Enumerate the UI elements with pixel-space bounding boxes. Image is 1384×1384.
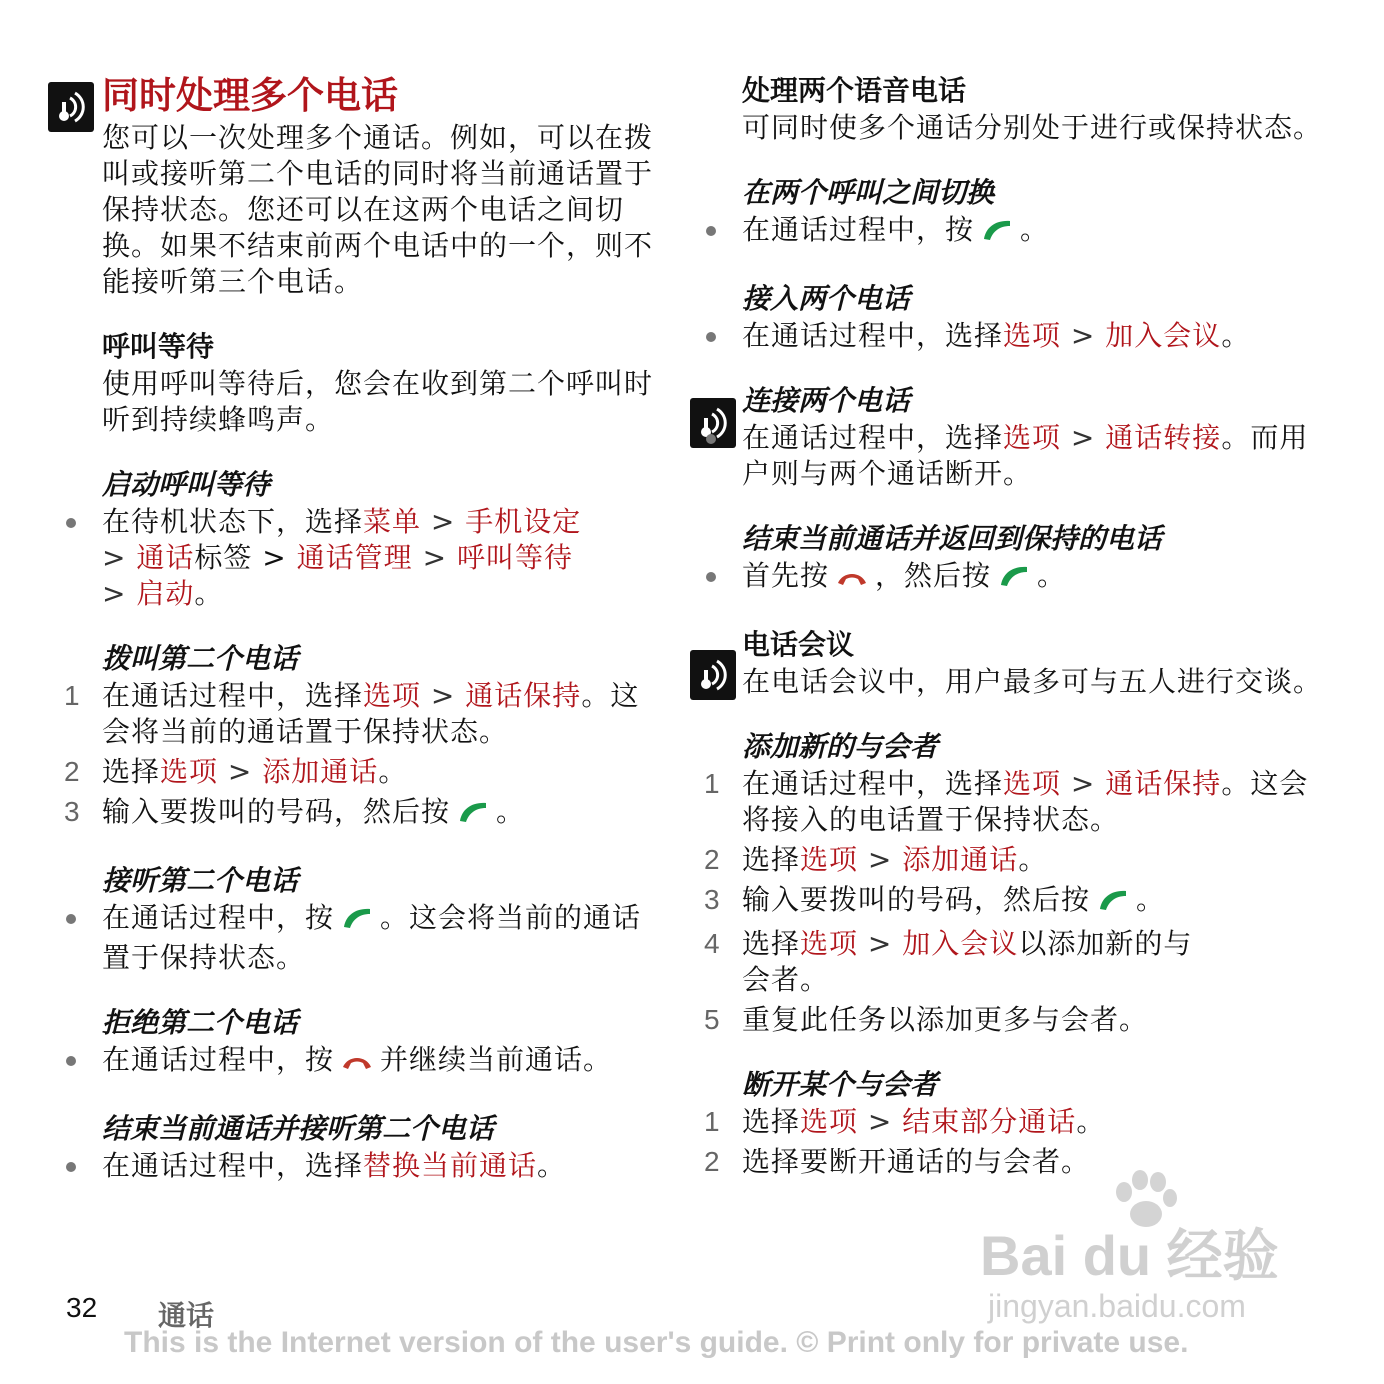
list-item: 2 选择要断开通话的与会者。	[704, 1145, 1091, 1178]
list-item: 在通话过程中，选择选项 > 通话转接。而用户则与两个通话断开。	[742, 420, 1322, 492]
bullet	[706, 434, 716, 444]
bullet	[66, 914, 76, 924]
list-item: 3 输入要拨叫的号码，然后按 。	[742, 882, 1322, 922]
menu-path: 菜单	[363, 505, 422, 538]
call-key-icon	[997, 562, 1031, 598]
two-calls-text: 可同时使多个通话分别处于进行或保持状态。	[742, 111, 1323, 144]
disclaimer: This is the Internet version of the user's guide. © Print only for private use.	[124, 1326, 1189, 1359]
list-item: 1 选择选项 > 结束部分通话。	[704, 1105, 1106, 1138]
bullet	[66, 518, 76, 528]
bullet	[706, 332, 716, 342]
reject-second-call-heading: 拒绝第二个电话	[102, 1006, 299, 1039]
add-participant-heading: 添加新的与会者	[742, 730, 939, 763]
list-item: 在通话过程中，按 。这会将当前的通话置于保持状态。	[102, 900, 662, 976]
connect-calls-heading: 连接两个电话	[742, 384, 911, 417]
left-column	[64, 72, 662, 1184]
bullet	[66, 1056, 76, 1066]
watermark-url: jingyan.baidu.com	[988, 1288, 1246, 1324]
watermark-logo: Bai du 经验	[980, 1224, 1279, 1287]
list-item: 4 选择选项 > 加入会议以添加新的与会者。	[704, 927, 1193, 996]
make-second-call-heading: 拨叫第二个电话	[102, 642, 299, 675]
right-column	[704, 72, 1323, 1180]
release-participant-heading: 断开某个与会者	[742, 1068, 939, 1101]
page-title: 同时处理多个电话	[102, 74, 398, 117]
menu-path: 手机设定	[465, 505, 582, 538]
answer-second-call-heading: 接听第二个电话	[102, 864, 299, 897]
bullet	[706, 226, 716, 236]
call-key-icon	[456, 798, 490, 834]
list-item: 在通话过程中，选择选项 > 加入会议。	[742, 318, 1322, 354]
list-item: 在通话过程中，按 。	[742, 212, 1322, 252]
call-waiting-heading: 呼叫等待	[102, 330, 215, 363]
page-number: 32	[66, 1292, 98, 1323]
bullet	[66, 1162, 76, 1172]
end-key-icon	[340, 1046, 374, 1082]
menu-path: 通话管理	[296, 541, 413, 574]
end-key-icon	[835, 562, 869, 598]
intro-text: 您可以一次处理多个通话。例如，可以在拨叫或接听第二个电话的同时将当前通话置于保持状态。您还可以在这两个电话之间切换。如果不结束前两个电话中的一个，则不能接听第三个电话。	[102, 121, 654, 298]
list-item: 5 重复此任务以添加更多与会者。	[704, 1003, 1149, 1036]
two-calls-heading: 处理两个语音电话	[742, 74, 967, 107]
menu-path: 通话	[136, 541, 195, 574]
menu-path: 启动	[136, 577, 195, 610]
end-and-answer-heading: 结束当前通话并接听第二个电话	[102, 1112, 495, 1145]
end-return-heading: 结束当前通话并返回到保持的电话	[742, 522, 1163, 555]
call-key-icon	[340, 904, 374, 940]
call-key-icon	[1096, 886, 1130, 922]
join-calls-heading: 接入两个电话	[742, 282, 911, 315]
activate-call-waiting-heading: 启动呼叫等待	[102, 468, 271, 501]
network-service-icon	[48, 82, 94, 132]
list-item: 2 选择选项 > 添加通话。	[64, 755, 408, 788]
list-item: 在通话过程中，按 并继续当前通话。	[102, 1042, 662, 1082]
list-item: 在待机状态下，选择菜单 > 手机设定 > 通话标签 > 通话管理 > 呼叫等待 > 启动。	[102, 504, 662, 612]
call-key-icon	[980, 216, 1014, 252]
call-waiting-text: 使用呼叫等待后，您会在收到第二个呼叫时听到持续蜂鸣声。	[102, 367, 654, 436]
network-service-icon	[690, 650, 736, 700]
bullet	[706, 572, 716, 582]
list-item: 1 在通话过程中，选择选项 > 通话保持。这会将接入的电话置于保持状态。	[704, 767, 1309, 836]
conference-text: 在电话会议中，用户最多可与五人进行交谈。	[742, 665, 1323, 698]
baidu-watermark	[980, 1170, 1310, 1330]
list-item: 3 输入要拨叫的号码，然后按 。	[102, 794, 662, 834]
switch-calls-heading: 在两个呼叫之间切换	[742, 176, 995, 209]
list-item: 在通话过程中，选择替换当前通话。	[102, 1148, 662, 1184]
list-item: 1 在通话过程中，选择选项 > 通话保持。这会将当前的通话置于保持状态。	[64, 679, 640, 748]
menu-path: 呼叫等待	[456, 541, 573, 574]
section-name: 通话	[158, 1299, 215, 1332]
list-item: 首先按 ，然后按 。	[742, 558, 1322, 598]
conference-heading: 电话会议	[742, 628, 855, 661]
list-item: 2 选择选项 > 添加通话。	[704, 843, 1048, 876]
